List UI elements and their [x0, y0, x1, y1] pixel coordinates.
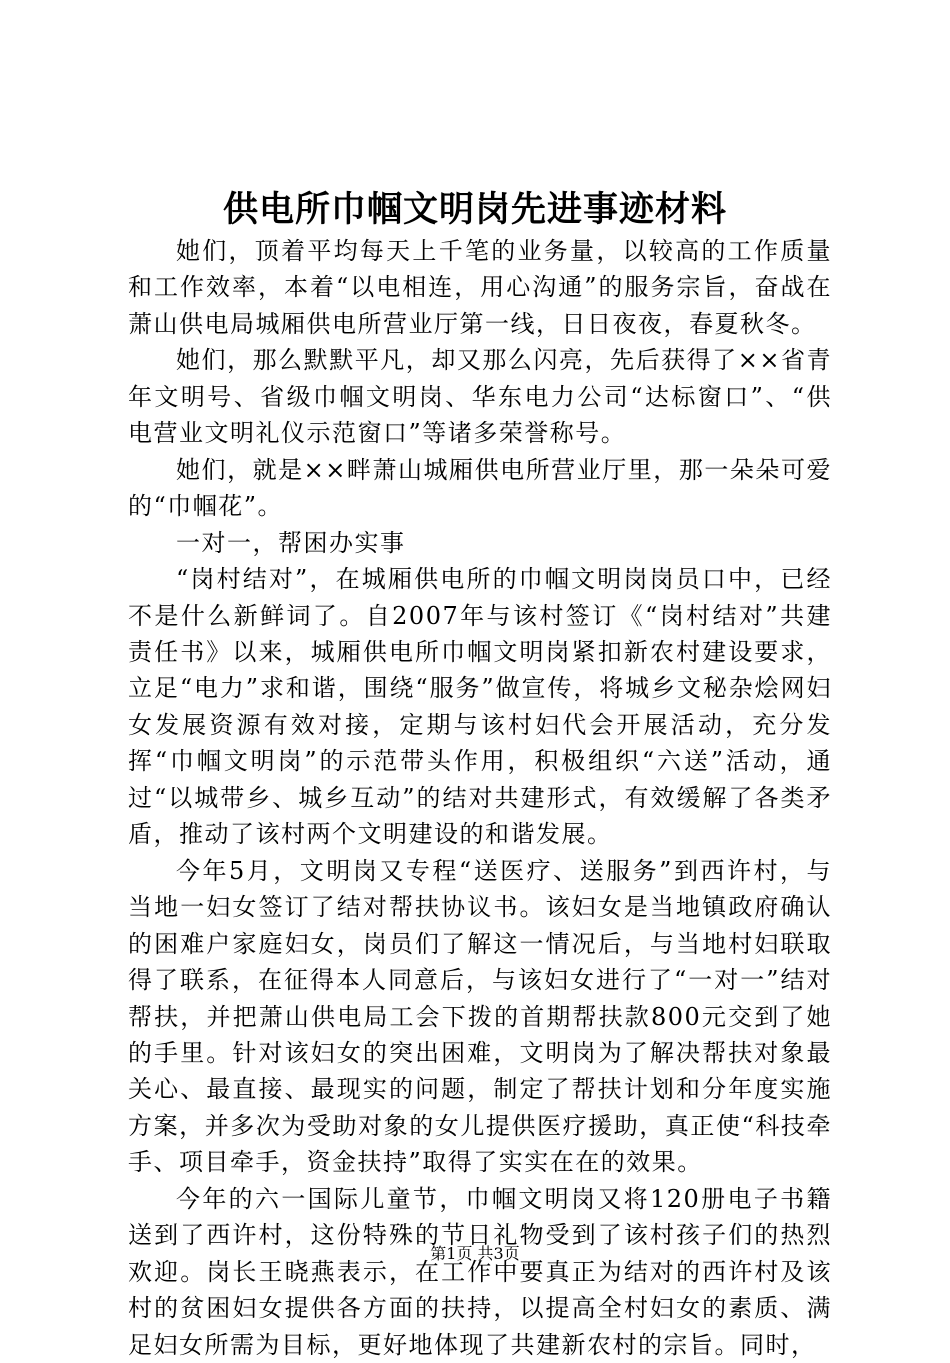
- paragraph: 她们，那么默默平凡，却又那么闪亮，先后获得了××省青年文明号、省级巾帼文明岗、华东电力公司“达标窗口”、“供电营业文明礼仪示范窗口”等诸多荣誉称号。: [128, 346, 832, 448]
- page-footer: 第1页 共3页: [430, 1244, 520, 1263]
- paragraph: 她们，顶着平均每天上千笔的业务量，以较高的工作质量和工作效率，本着“以电相连，用心沟通”的服务宗旨，奋战在萧山供电局城厢供电所营业厅第一线，日日夜夜，春夏秋冬。: [128, 237, 832, 338]
- document-body: [128, 233, 832, 1363]
- document-title: 供电所巾帼文明岗先进事迹材料: [222, 189, 727, 230]
- paragraph: 今年的六一国际儿童节，巾帼文明岗又将120册电子书籍送到了西许村，这份特殊的节日礼物受到了该村孩子们的热烈欢迎。岗长王晓燕表示，在工作中要真正为结对的西许村及该村的贫困妇女提供各方面的扶持，以提高全村妇女的素质、满足妇女所需为目标，更好地体现了共建新农村的宗旨。同时，: [128, 1184, 832, 1359]
- paragraph: 今年5月，文明岗又专程“送医疗、送服务”到西许村，与当地一妇女签订了结对帮扶协议书。该妇女是当地镇政府确认的困难户家庭妇女，岗员们了解这一情况后，与当地村妇联取得了联系，在征得本人同意后，与该妇女进行了“一对一”结对帮扶，并把萧山供电局工会下拨的首期帮扶款800元交到了她的手里。针对该妇女的突出困难，文明岗为了解决帮扶对象最关心、最直接、最现实的问题，制定了帮扶计划和分年度实施方案，并多次为受助对象的女儿提供医疗援助，真正使“科技牵手、项目牵手，资金扶持”取得了实实在在的效果。: [128, 856, 832, 1177]
- paragraph: “岗村结对”，在城厢供电所的巾帼文明岗岗员口中，已经不是什么新鲜词了。自2007年与该村签订《“岗村结对”共建责任书》以来，城厢供电所巾帼文明岗紧扣新农村建设要求，立足“电力”求和谐，围绕“服务”做宣传，将城乡文秘杂烩网妇女发展资源有效对接，定期与该村妇代会开展活动，充分发挥“巾帼文明岗”的示范带头作用，积极组织“六送”活动，通过“以城带乡、城乡互动”的结对共建形式，有效缓解了各类矛盾，推动了该村两个文明建设的和谐发展。: [128, 565, 832, 849]
- paragraph: 她们，就是××畔萧山城厢供电所营业厅里，那一朵朵可爱的“巾帼花”。: [128, 455, 832, 521]
- section-heading: 一对一，帮困办实事: [176, 528, 406, 557]
